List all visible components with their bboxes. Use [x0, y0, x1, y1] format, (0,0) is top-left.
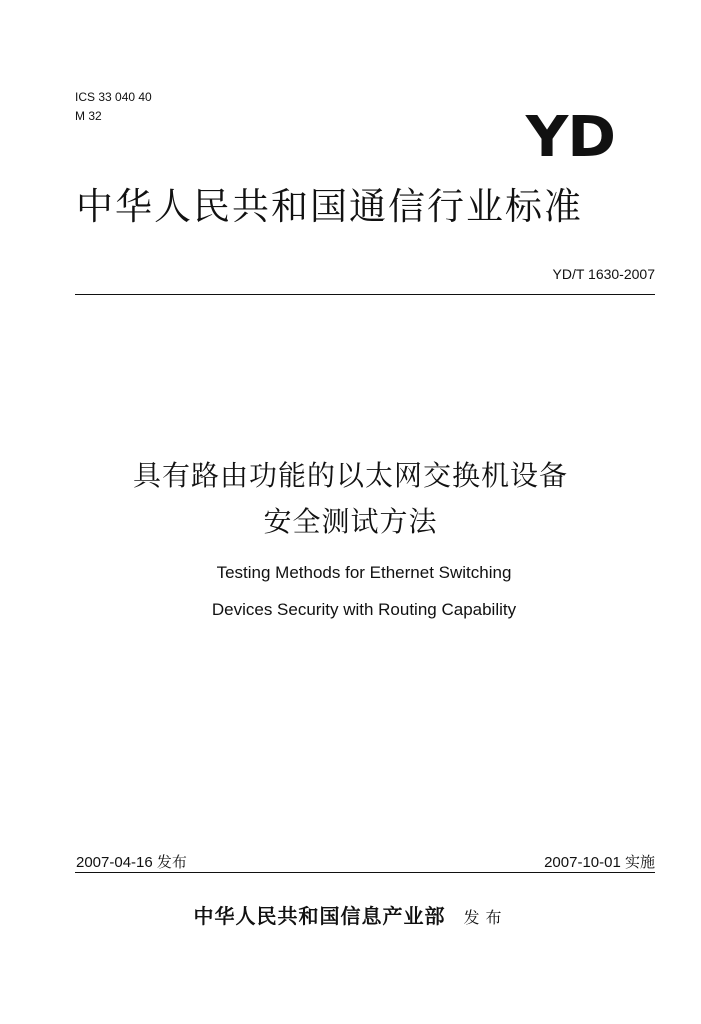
bottom-divider — [75, 872, 655, 873]
document-title-en-line2: Devices Security with Routing Capability — [211, 600, 517, 619]
standard-title: 中华人民共和国通信行业标准 — [76, 185, 583, 228]
publisher-line — [0, 900, 701, 929]
ics-code: ICS 33 040 40 — [75, 90, 152, 104]
top-divider — [75, 294, 655, 295]
category-code: M 32 — [75, 109, 102, 123]
issue-date: 2007-04-16 发布 — [76, 854, 187, 871]
issued-label: 发布 — [463, 908, 508, 927]
implementation-date: 2007-10-01 实施 — [544, 854, 655, 871]
document-title-zh-line1: 具有路由功能的以太网交换机设备 — [132, 459, 568, 492]
document-title-en-line1: Testing Methods for Ethernet Switching — [216, 563, 512, 582]
document-title-zh-line2: 安全测试方法 — [263, 505, 438, 538]
publisher-name: 中华人民共和国信息产业部 — [193, 904, 446, 928]
standard-number: YD/T 1630-2007 — [552, 266, 655, 282]
yd-logo: YD — [525, 105, 615, 170]
